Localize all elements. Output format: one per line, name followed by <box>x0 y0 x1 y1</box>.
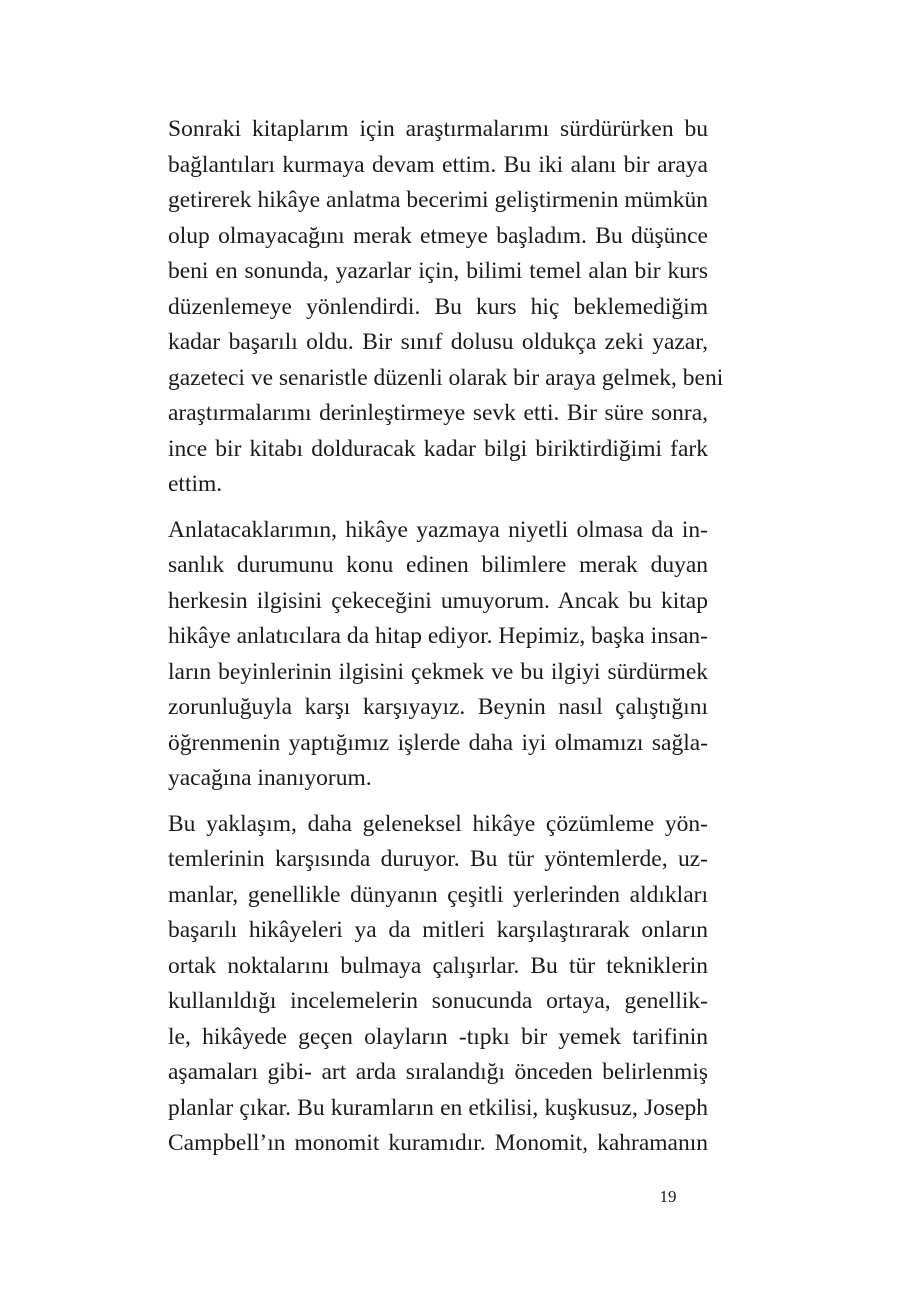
text-line: sanlık durumunu konu edinen bilimlere merak duyan <box>168 552 708 578</box>
text-line: araştırmalarımı derinleştirmeye sevk etti. Bir süre sonra, <box>168 400 708 426</box>
text-line: ortak noktalarını bulmaya çalışırlar. Bu tür tekniklerin <box>168 952 708 979</box>
text-line: olup olmayacağını merak etmeye başladım. Bu düşünce <box>168 222 708 249</box>
text-line: zorunluğuyla karşı karşıyayız. Beynin nasıl çalıştığını <box>168 694 708 720</box>
text-line: beni en sonunda, yazarlar için, bilimi temel alan bir kurs <box>168 258 708 284</box>
text-line: planlar çıkar. Bu kuramların en etkilisi, kuşkusuz, Joseph <box>168 1094 708 1121</box>
text-line: Sonraki kitaplarım için araştırmalarımı sürdürürken bu <box>168 116 708 142</box>
text-line: ların beyinlerinin ilgisini çekmek ve bu ilgiyi sürdürmek <box>168 658 708 685</box>
text-line: yacağına inanıyorum. <box>168 765 372 791</box>
paragraph-3 <box>168 807 708 1162</box>
text-line: başarılı hikâyeleri ya da mitleri karşılaştırarak onların <box>168 917 708 943</box>
text-line: le, hikâyede geçen olayların -tıpkı bir yemek tarifinin <box>168 1023 708 1050</box>
text-line: düzenlemeye yönlendirdi. Bu kurs hiç beklemediğim <box>168 293 708 320</box>
text-line: gazeteci ve senaristle düzenli olarak bir araya gelmek, beni <box>168 364 724 391</box>
text-line: aşamaları gibi- art arda sıralandığı önceden belirlenmiş <box>168 1059 708 1085</box>
text-line: kullanıldığı incelemelerin sonucunda ortaya, genellik- <box>168 988 708 1014</box>
text-line: bağlantıları kurmaya devam ettim. Bu iki alanı bir araya <box>168 151 708 178</box>
text-line: Campbell’ın monomit kuramıdır. Monomit, kahramanın <box>168 1130 708 1156</box>
text-line: temlerinin karşısında duruyor. Bu tür yöntemlerde, uz- <box>168 846 708 872</box>
paragraph-2 <box>168 513 708 797</box>
text-line: Anlatacaklarımın, hikâye yazmaya niyetli olmasa da in- <box>168 516 708 543</box>
text-line: ettim. <box>168 471 223 497</box>
text-line: kadar başarılı oldu. Bir sınıf dolusu oldukça zeki yazar, <box>168 329 708 355</box>
text-line: hikâye anlatıcılara da hitap ediyor. Hepimiz, başka insan- <box>168 623 708 649</box>
text-line: Bu yaklaşım, daha geleneksel hikâye çözümleme yön- <box>168 810 708 837</box>
text-line: herkesin ilgisini çekeceğini umuyorum. Ancak bu kitap <box>168 587 708 614</box>
text-line: manlar, genellikle dünyanın çeşitli yerlerinden aldıkları <box>168 881 708 908</box>
text-line: öğrenmenin yaptığımız işlerde daha iyi olmamızı sağla- <box>168 729 708 756</box>
text-line: ince bir kitabı dolduracak kadar bilgi biriktirdiğimi fark <box>168 435 708 462</box>
body-text <box>168 112 724 1172</box>
paragraph-1 <box>168 112 724 503</box>
text-line: getirerek hikâye anlatma becerimi geliştirmenin mümkün <box>168 187 708 213</box>
page-number: 19 <box>659 1187 677 1206</box>
